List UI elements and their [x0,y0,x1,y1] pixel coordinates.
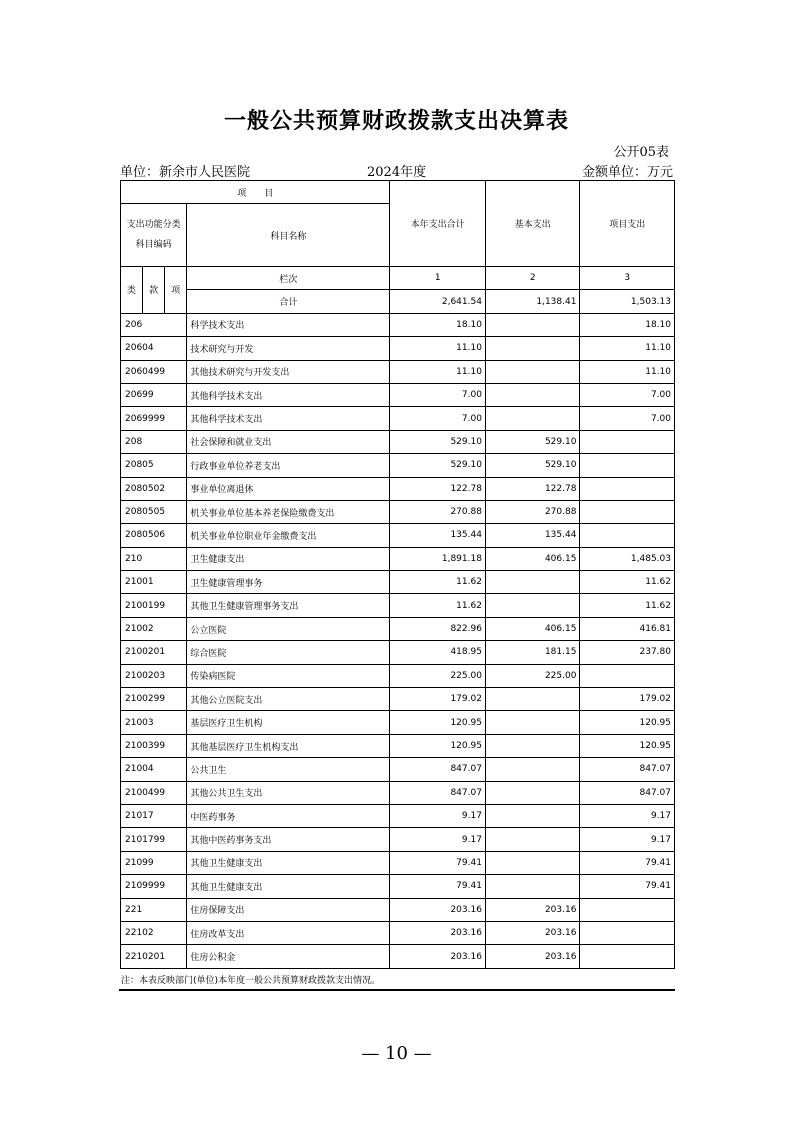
table-row [121,454,675,477]
row-basic [485,781,580,804]
table-row [121,734,675,757]
table-row [121,758,675,781]
table-row [121,945,675,968]
row-code: 2109999 [121,875,187,898]
unit-label: 单位：新余市人民医院 [120,165,251,180]
row-subject-name: 其他基层医疗卫生机构支出 [187,734,390,757]
table-row [121,571,675,594]
row-basic [485,337,580,360]
row-subject-name: 传染病医院 [187,664,390,687]
row-code: 221 [121,898,187,921]
row-project: 7.00 [580,383,675,406]
row-project: 11.62 [580,571,675,594]
row-basic [485,734,580,757]
row-basic [485,875,580,898]
table-row [121,500,675,523]
table-row [121,641,675,664]
code-header-line2: 科目编码 [135,240,172,250]
row-total: 7.00 [390,383,486,406]
row-project [580,524,675,547]
row-project [580,898,675,921]
row-total: 11.10 [390,337,486,360]
row-project: 7.00 [580,407,675,430]
row-code: 2060499 [121,360,187,383]
row-code: 2101799 [121,828,187,851]
row-code: 2210201 [121,945,187,968]
table-row [121,547,675,570]
row-total: 11.62 [390,594,486,617]
row-total: 203.16 [390,898,486,921]
row-basic: 203.16 [485,945,580,968]
table-row [121,477,675,500]
col-project-header: 项目支出 [580,181,675,267]
row-basic [485,851,580,874]
row-project: 11.10 [580,360,675,383]
row-total: 1,891.18 [390,547,486,570]
meta-line [120,161,673,179]
row-subject-name: 卫生健康管理事务 [187,571,390,594]
money-unit-label: 金额单位：万元 [581,165,673,180]
row-code: 2100201 [121,641,187,664]
row-total: 529.10 [390,430,486,453]
expenditure-table [120,180,675,969]
table-row [121,337,675,360]
row-code: 2069999 [121,407,187,430]
row-project [580,477,675,500]
row-project: 847.07 [580,758,675,781]
row-total: 203.16 [390,921,486,944]
row-project: 237.80 [580,641,675,664]
table-row [121,781,675,804]
row-code: 20805 [121,454,187,477]
row-basic [485,360,580,383]
col-basic-header: 基本支出 [485,181,580,267]
table-row [121,688,675,711]
row-subject-name: 机关事业单位基本养老保险缴费支出 [187,500,390,523]
row-subject-name: 事业单位离退休 [187,477,390,500]
code-header [121,204,187,267]
row-subject-name: 其他卫生健康支出 [187,851,390,874]
row-basic [485,804,580,827]
table-row [121,313,675,336]
row-project [580,454,675,477]
row-project [580,945,675,968]
row-code: 210 [121,547,187,570]
table-row [121,828,675,851]
row-total: 7.00 [390,407,486,430]
col-total-header: 本年支出合计 [390,181,486,267]
row-project: 1,485.03 [580,547,675,570]
row-project [580,430,675,453]
row-total: 9.17 [390,828,486,851]
table-number: 公开05表 [613,145,669,160]
row-subject-name: 其他中医药事务支出 [187,828,390,851]
row-total: 270.88 [390,500,486,523]
row-basic: 225.00 [485,664,580,687]
row-basic: 270.88 [485,500,580,523]
table-row [121,875,675,898]
row-total: 79.41 [390,851,486,874]
table-row [121,383,675,406]
row-code: 2100203 [121,664,187,687]
row-project: 11.10 [580,337,675,360]
row-total: 822.96 [390,617,486,640]
row-total: 179.02 [390,688,486,711]
row-subject-name: 其他科学技术支出 [187,407,390,430]
table-row [121,921,675,944]
table-row [121,617,675,640]
row-basic [485,571,580,594]
year-label: 2024年度 [367,165,427,180]
row-code: 22102 [121,921,187,944]
table-note: 注：本表反映部门(单位)本年度一般公共预算财政拨款支出情况。 [121,976,381,986]
row-total: 135.44 [390,524,486,547]
row-code: 206 [121,313,187,336]
row-project [580,664,675,687]
xiang-header: 项 [165,267,187,314]
row-total: 847.07 [390,758,486,781]
col-num-2: 2 [485,267,580,290]
sum-basic: 1,138.41 [485,290,580,313]
row-project: 847.07 [580,781,675,804]
row-total: 122.78 [390,477,486,500]
row-code: 21099 [121,851,187,874]
row-basic [485,594,580,617]
row-project [580,921,675,944]
row-subject-name: 住房保障支出 [187,898,390,921]
table-row [121,407,675,430]
row-total: 11.10 [390,360,486,383]
table-row [121,360,675,383]
row-subject-name: 公立医院 [187,617,390,640]
table-row [121,594,675,617]
row-subject-name: 其他卫生健康管理事务支出 [187,594,390,617]
row-project: 9.17 [580,804,675,827]
row-code: 2100499 [121,781,187,804]
heji-label: 合计 [187,290,390,313]
row-project: 11.62 [580,594,675,617]
row-code: 21004 [121,758,187,781]
row-total: 18.10 [390,313,486,336]
row-total: 225.00 [390,664,486,687]
row-code: 21001 [121,571,187,594]
page-number: — 10 — [361,1043,432,1064]
row-project: 79.41 [580,875,675,898]
row-subject-name: 科学技术支出 [187,313,390,336]
row-subject-name: 中医药事务 [187,804,390,827]
row-basic [485,758,580,781]
row-basic: 529.10 [485,454,580,477]
table-row [121,851,675,874]
row-basic [485,383,580,406]
row-code: 20699 [121,383,187,406]
row-subject-name: 其他卫生健康支出 [187,875,390,898]
row-project: 120.95 [580,734,675,757]
row-basic [485,688,580,711]
row-code: 21017 [121,804,187,827]
row-total: 120.95 [390,734,486,757]
row-total: 9.17 [390,804,486,827]
row-subject-name: 住房公积金 [187,945,390,968]
row-project: 9.17 [580,828,675,851]
row-subject-name: 卫生健康支出 [187,547,390,570]
kuan-header: 款 [143,267,165,314]
row-basic: 406.15 [485,547,580,570]
row-project: 120.95 [580,711,675,734]
row-project: 416.81 [580,617,675,640]
row-code: 20604 [121,337,187,360]
row-subject-name: 其他技术研究与开发支出 [187,360,390,383]
table-row [121,898,675,921]
row-subject-name: 机关事业单位职业年金缴费支出 [187,524,390,547]
table-row [121,430,675,453]
row-code: 2080505 [121,500,187,523]
bottom-rule [119,989,675,991]
project-header: 项 目 [121,181,390,204]
row-subject-name: 其他公共卫生支出 [187,781,390,804]
sum-total: 2,641.54 [390,290,486,313]
col-num-3: 3 [580,267,675,290]
row-basic: 122.78 [485,477,580,500]
row-basic: 406.15 [485,617,580,640]
sum-project: 1,503.13 [580,290,675,313]
row-project: 79.41 [580,851,675,874]
table-row [121,524,675,547]
row-code: 208 [121,430,187,453]
row-basic [485,828,580,851]
row-subject-name: 技术研究与开发 [187,337,390,360]
row-subject-name: 综合医院 [187,641,390,664]
row-basic [485,407,580,430]
row-basic: 203.16 [485,898,580,921]
row-basic: 135.44 [485,524,580,547]
row-subject-name: 基层医疗卫生机构 [187,711,390,734]
row-total: 203.16 [390,945,486,968]
row-subject-name: 其他公立医院支出 [187,688,390,711]
row-total: 79.41 [390,875,486,898]
lei-header: 类 [121,267,143,314]
row-basic: 529.10 [485,430,580,453]
row-code: 2100199 [121,594,187,617]
page-title: 一般公共预算财政拨款支出决算表 [223,109,569,134]
table-row [121,804,675,827]
col-num-1: 1 [390,267,486,290]
row-total: 529.10 [390,454,486,477]
row-subject-name: 社会保障和就业支出 [187,430,390,453]
row-subject-name: 住房改革支出 [187,921,390,944]
row-subject-name: 其他科学技术支出 [187,383,390,406]
row-total: 11.62 [390,571,486,594]
subject-name-header: 科目名称 [187,204,390,267]
row-basic [485,313,580,336]
row-code: 2080502 [121,477,187,500]
row-basic: 203.16 [485,921,580,944]
row-code: 21003 [121,711,187,734]
table-row [121,664,675,687]
table-row [121,711,675,734]
row-code: 2080506 [121,524,187,547]
row-total: 120.95 [390,711,486,734]
row-code: 2100299 [121,688,187,711]
code-header-line1: 支出功能分类 [126,220,181,230]
row-total: 847.07 [390,781,486,804]
row-subject-name: 公共卫生 [187,758,390,781]
row-subject-name: 行政事业单位养老支出 [187,454,390,477]
row-code: 21002 [121,617,187,640]
row-project: 179.02 [580,688,675,711]
row-basic [485,711,580,734]
row-code: 2100399 [121,734,187,757]
row-total: 418.95 [390,641,486,664]
row-project [580,500,675,523]
row-project: 18.10 [580,313,675,336]
lanci-label: 栏次 [187,267,390,290]
row-basic: 181.15 [485,641,580,664]
